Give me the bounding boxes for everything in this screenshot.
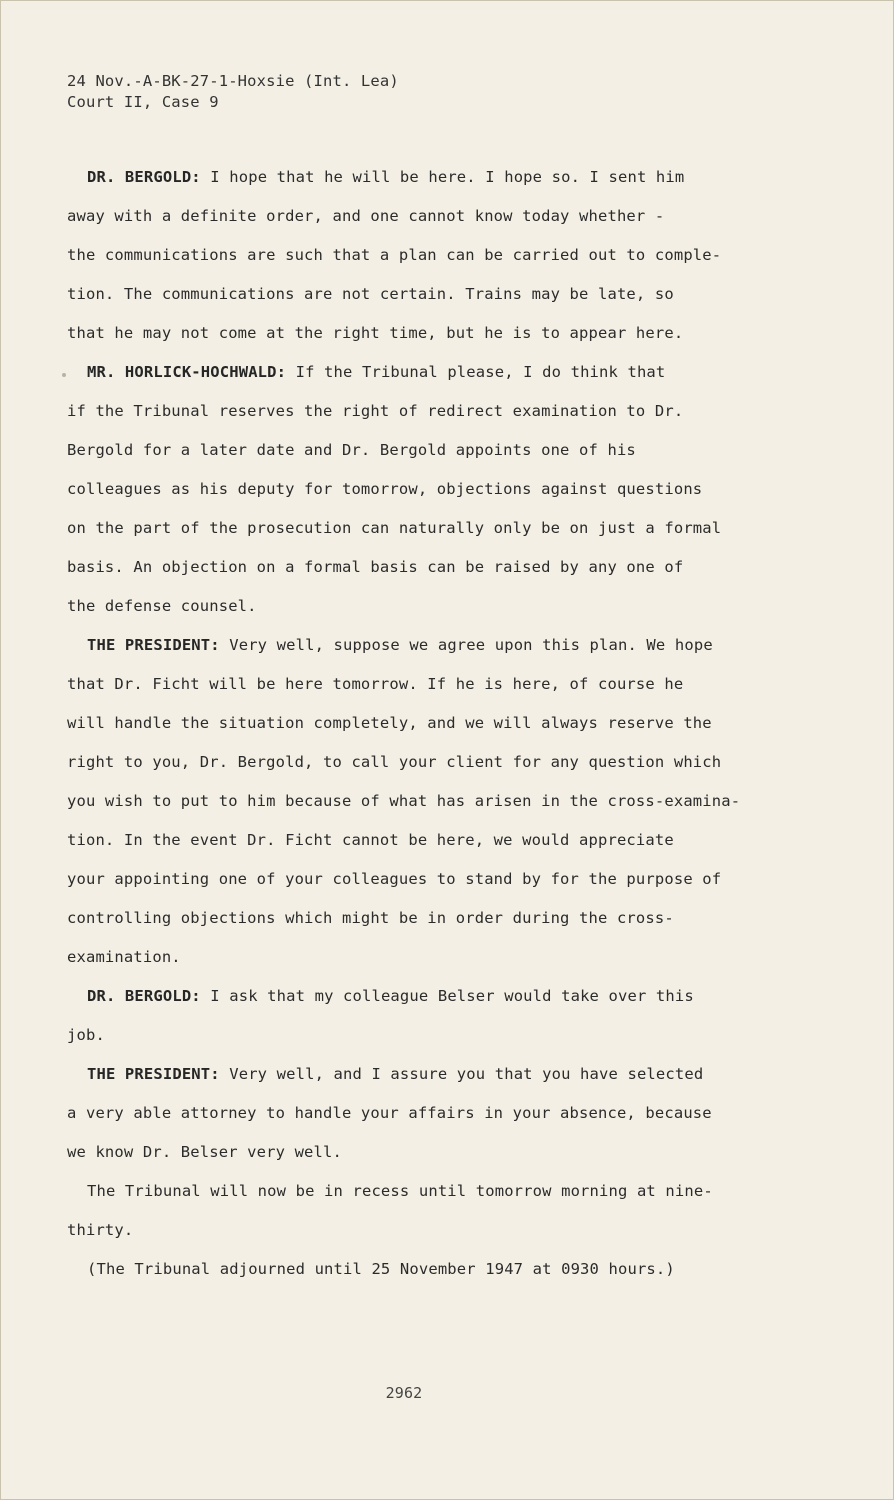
header-case-line: Court II, Case 9 <box>67 93 219 111</box>
transcript-line: the communications are such that a plan can be carried out to comple- <box>67 246 722 264</box>
transcript-line: we know Dr. Belser very well. <box>67 1143 342 1161</box>
document-header <box>67 71 399 113</box>
transcript-line <box>67 361 767 400</box>
speech-text: Very well, suppose we agree upon this plan. We hope <box>229 636 713 654</box>
speaker-label: DR. BERGOLD: <box>87 168 201 186</box>
transcript-line: that Dr. Ficht will be here tomorrow. If he is here, of course he <box>67 675 684 693</box>
transcript-line: tion. The communications are not certain. Trains may be late, so <box>67 285 674 303</box>
paper-speck <box>62 373 66 377</box>
header-reference-line: 24 Nov.-A-BK-27-1-Hoxsie (Int. Lea) <box>67 72 399 90</box>
transcript-body <box>67 166 767 1297</box>
transcript-line: on the part of the prosecution can naturally only be on just a formal <box>67 519 722 537</box>
transcript-line: Bergold for a later date and Dr. Bergold appoints one of his <box>67 441 636 459</box>
speaker-label: DR. BERGOLD: <box>87 987 201 1005</box>
transcript-line: right to you, Dr. Bergold, to call your client for any question which <box>67 753 722 771</box>
transcript-line: a very able attorney to handle your affairs in your absence, because <box>67 1104 712 1122</box>
transcript-line: examination. <box>67 948 181 966</box>
transcript-line: basis. An objection on a formal basis can be raised by any one of <box>67 558 684 576</box>
speech-text: Very well, and I assure you that you have selected <box>229 1065 704 1083</box>
transcript-line: job. <box>67 1026 105 1044</box>
speech-text: I ask that my colleague Belser would take over this <box>210 987 694 1005</box>
speaker-label: MR. HORLICK-HOCHWALD: <box>87 363 287 381</box>
transcript-line: colleagues as his deputy for tomorrow, objections against questions <box>67 480 703 498</box>
transcript-line: controlling objections which might be in order during the cross- <box>67 909 674 927</box>
speech-text: I hope that he will be here. I hope so. I sent him <box>210 168 685 186</box>
recess-line: The Tribunal will now be in recess until tomorrow morning at nine- <box>87 1182 713 1200</box>
transcript-line: your appointing one of your colleagues to stand by for the purpose of <box>67 870 722 888</box>
transcript-line: the defense counsel. <box>67 597 257 615</box>
transcript-line: if the Tribunal reserves the right of redirect examination to Dr. <box>67 402 684 420</box>
transcript-line: that he may not come at the right time, but he is to appear here. <box>67 324 684 342</box>
transcript-line: will handle the situation completely, and we will always reserve the <box>67 714 712 732</box>
recess-line: thirty. <box>67 1221 134 1239</box>
adjournment-note: (The Tribunal adjourned until 25 November 1947 at 0930 hours.) <box>87 1260 675 1278</box>
transcript-line <box>67 1063 767 1102</box>
transcript-line: tion. In the event Dr. Ficht cannot be here, we would appreciate <box>67 831 674 849</box>
page-number: 2962 <box>385 1384 423 1402</box>
speaker-label: THE PRESIDENT: <box>87 1065 220 1083</box>
transcript-line <box>67 985 767 1024</box>
transcript-line <box>67 166 767 205</box>
speech-text: If the Tribunal please, I do think that <box>295 363 666 381</box>
transcript-line: away with a definite order, and one cannot know today whether - <box>67 207 665 225</box>
speaker-label: THE PRESIDENT: <box>87 636 220 654</box>
transcript-line <box>67 634 767 673</box>
transcript-line: you wish to put to him because of what has arisen in the cross-examina- <box>67 792 741 810</box>
